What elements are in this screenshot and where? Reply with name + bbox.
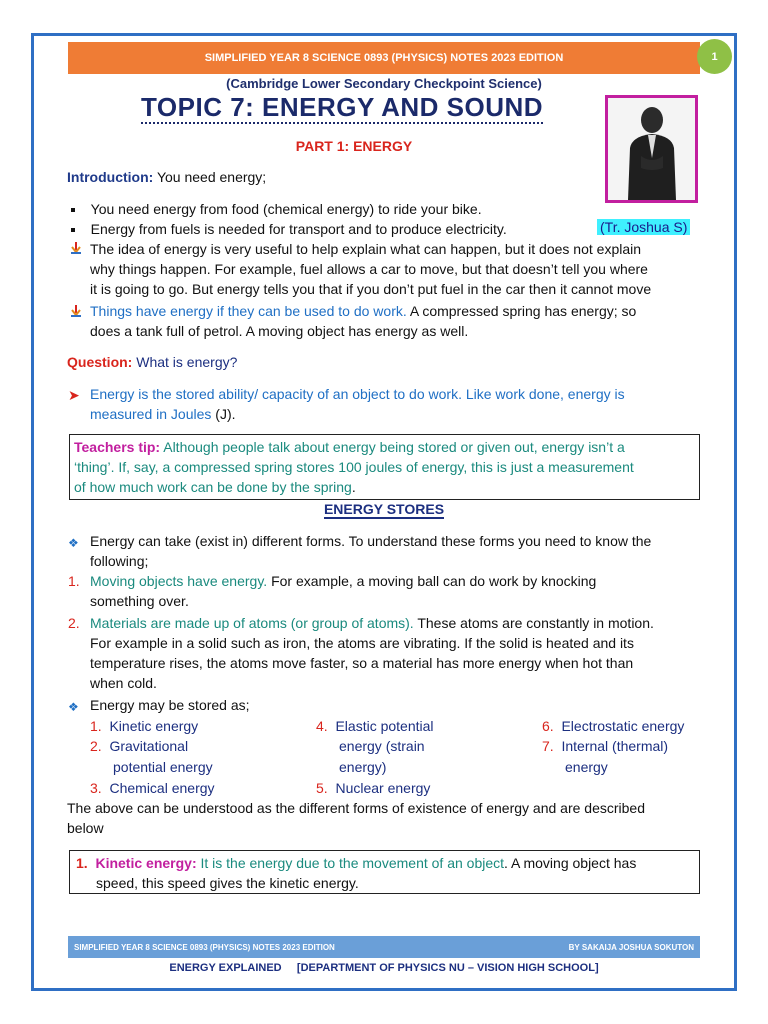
answer-unit: (J). [211, 406, 236, 422]
list-item [90, 613, 654, 693]
n2-line-4: when cold. [90, 675, 157, 691]
list-text: energy (strain [339, 738, 425, 754]
answer-line-2: measured in Joules [90, 406, 212, 422]
bullet-text: Energy from fuels is needed for transport and to produce electricity. [90, 221, 507, 237]
list-number: 2. [90, 738, 102, 754]
list-number: 6. [542, 718, 554, 734]
list-text: energy) [339, 759, 387, 775]
list-item [71, 219, 507, 239]
stores-intro-2: following; [90, 553, 149, 569]
page-number-badge [697, 39, 732, 74]
n2-line-2: For example in a solid such as iron, the atoms are vibrating. If the solid is heated and its [90, 635, 634, 651]
kinetic-line-2: speed, this speed gives the kinetic energy. [96, 875, 359, 891]
list-text: energy [565, 759, 608, 775]
diamond-bullet-icon: ❖ [68, 700, 79, 714]
list-text: Internal (thermal) [561, 738, 669, 754]
list-text: Kinetic energy [109, 718, 199, 734]
arrow-bullet-icon [69, 303, 83, 323]
n2-highlight: Materials are made up of atoms (or group of atoms). [90, 615, 414, 631]
tip-line-2: ‘thing’. If, say, a compressed spring stores 100 joules of energy, this is just a measurement [74, 459, 634, 475]
question-label: Question: [67, 354, 133, 370]
idea-paragraph [90, 239, 651, 299]
tip-label: Teachers tip: [74, 439, 161, 455]
section-heading [0, 501, 768, 517]
list-text: potential energy [113, 759, 213, 775]
footer-right: BY SAKAIJA JOSHUA SOKUTON [568, 942, 694, 952]
answer-line-1: Energy is the stored ability/ capacity of an object to do work. Like work done, energy is [90, 386, 625, 402]
footer-bottom: ENERGY EXPLAINED [DEPARTMENT OF PHYSICS NU – VISION HIGH SCHOOL] [169, 962, 599, 974]
tip-line-3: of how much work can be done by the spring [74, 479, 352, 495]
n1-highlight: Moving objects have energy. [90, 573, 268, 589]
page-number: 1 [711, 50, 718, 63]
work-rest: A compressed spring has energy; so [406, 303, 637, 319]
person-silhouette-icon [608, 98, 695, 200]
header-title: SIMPLIFIED YEAR 8 SCIENCE 0893 (PHYSICS) NOTES 2023 EDITION [204, 52, 564, 64]
kinetic-label: Kinetic energy: [95, 855, 197, 871]
question-text: What is energy? [132, 354, 238, 370]
bullet-text: You need energy from food (chemical energy) to ride your bike. [90, 201, 482, 217]
arrow-bullet-icon [69, 240, 83, 260]
work-highlight: Things have energy if they can be used to do work. [90, 303, 407, 319]
list-number: 5. [316, 780, 328, 796]
n1-rest: For example, a moving ball can do work by knocking [267, 573, 597, 589]
list-number: 3. [90, 780, 102, 796]
list-number: 1. [90, 718, 102, 734]
summary-line-1: The above can be understood as the different forms of existence of energy and are described [67, 800, 645, 816]
list-text: Electrostatic energy [561, 718, 685, 734]
intro-text: You need energy; [153, 169, 267, 185]
list-number: 7. [542, 738, 554, 754]
intro-line [67, 167, 266, 187]
section-heading-text: ENERGY STORES [323, 501, 445, 517]
stored-as: Energy may be stored as; [90, 697, 250, 713]
chevron-right-icon: ➤ [68, 387, 80, 403]
list-item [542, 716, 684, 736]
work-line-2: does a tank full of petrol. A moving object has energy as well. [90, 323, 469, 339]
list-item [90, 736, 188, 756]
idea-line-1: The idea of energy is very useful to help explain what can happen, but it does not explain [90, 241, 642, 257]
square-bullet-icon [71, 208, 75, 212]
question-line [67, 352, 237, 372]
stores-intro [90, 531, 651, 571]
topic-title: TOPIC 7: ENERGY AND SOUND [141, 92, 544, 122]
list-item [316, 716, 434, 736]
list-text: Elastic potential [335, 718, 434, 734]
teachers-tip-box [69, 434, 700, 500]
kinetic-number: 1. [76, 855, 88, 871]
summary-paragraph [67, 798, 645, 838]
kinetic-rest: . A moving object has [504, 855, 637, 871]
list-item [542, 736, 668, 756]
square-bullet-icon [71, 228, 75, 232]
list-item [316, 778, 430, 798]
list-text: Nuclear energy [335, 780, 431, 796]
work-paragraph [90, 301, 636, 341]
stores-intro-1: Energy can take (exist in) different forms. To understand these forms you need to know the [90, 533, 652, 549]
idea-line-3: it is going to go. But energy tells you that if you don’t put fuel in the car then it cannot move [90, 281, 652, 297]
teacher-photo [605, 95, 698, 203]
footer-left: SIMPLIFIED YEAR 8 SCIENCE 0893 (PHYSICS) NOTES 2023 EDITION [74, 942, 335, 952]
list-number: 4. [316, 718, 328, 734]
list-number: 1. [68, 573, 80, 589]
photo-caption: (Tr. Joshua S) [597, 219, 690, 235]
n1-line-2: something over. [90, 593, 189, 609]
intro-label: Introduction: [67, 169, 154, 185]
list-item [90, 716, 198, 736]
list-number: 2. [68, 615, 80, 631]
part-heading: PART 1: ENERGY [295, 138, 413, 154]
kinetic-energy-box [69, 850, 700, 894]
n2-line-3: temperature rises, the atoms move faster, so a material has more energy when hot than [90, 655, 634, 671]
list-text: Chemical energy [109, 780, 215, 796]
summary-line-2: below [67, 820, 104, 836]
subtitle: (Cambridge Lower Secondary Checkpoint Science) [226, 76, 542, 91]
tip-end: . [351, 479, 356, 495]
answer-paragraph [90, 384, 625, 424]
tip-line-1: Although people talk about energy being stored or given out, energy isn’t a [160, 439, 625, 455]
list-item [71, 199, 482, 219]
list-item [90, 571, 596, 611]
n2-rest: These atoms are constantly in motion. [413, 615, 654, 631]
diamond-bullet-icon: ❖ [68, 536, 79, 550]
kinetic-definition: It is the energy due to the movement of an object [196, 855, 505, 871]
footer-bar [68, 936, 700, 958]
list-text: Gravitational [109, 738, 189, 754]
header-bar [68, 42, 700, 74]
list-item [90, 778, 215, 798]
idea-line-2: why things happen. For example, fuel allows a car to move, but that doesn’t tell you where [90, 261, 648, 277]
